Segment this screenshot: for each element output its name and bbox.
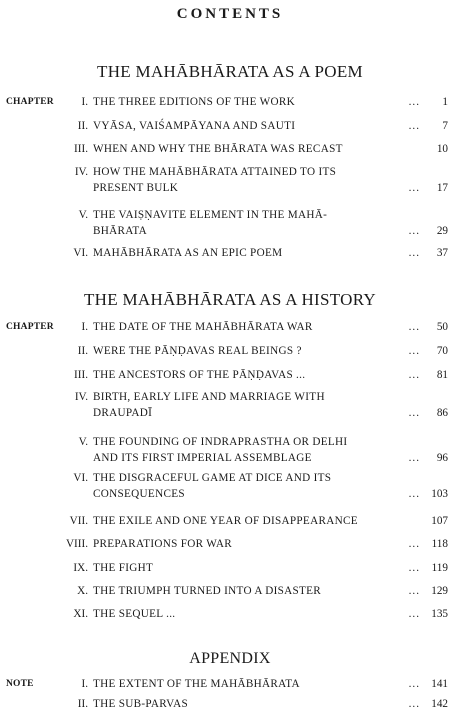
chapter-number: IX. xyxy=(73,562,88,574)
leader-dots: ... xyxy=(408,608,420,620)
leader-dots: ... xyxy=(408,562,420,574)
chapter-title-line: WERE THE PĀṆḌAVAS REAL BEINGS ? xyxy=(93,345,302,357)
chapter-number: V. xyxy=(78,209,88,221)
chapter-title-line: THE SUB-PARVAS xyxy=(93,698,189,710)
leader-dots: ... xyxy=(408,538,420,550)
chapter-number: IV. xyxy=(74,166,88,178)
page-number: 107 xyxy=(431,515,448,527)
leader-dots: ... xyxy=(408,120,420,132)
leader-dots: ... xyxy=(408,407,420,419)
chapter-title xyxy=(93,319,405,335)
chapter-title-line: THE EXTENT OF THE MAHĀBHĀRATA xyxy=(93,678,300,690)
chapter-title xyxy=(93,94,405,110)
page-number: 118 xyxy=(431,538,448,550)
chapter-title-line: THE ANCESTORS OF THE PĀṆḌAVAS ... xyxy=(93,369,306,381)
leader-dots: ... xyxy=(408,369,420,381)
chapter-title xyxy=(93,118,405,134)
page-number: 7 xyxy=(442,120,448,132)
leader-dots: ... xyxy=(408,678,420,690)
chapter-title-line: MAHĀBHĀRATA AS AN EPIC POEM xyxy=(93,247,283,259)
chapter-number: V. xyxy=(78,436,88,448)
chapter-number: X. xyxy=(77,585,88,597)
chapter-title-line: DRAUPADĪ xyxy=(93,407,153,419)
chapter-title xyxy=(93,141,405,157)
chapter-number: II. xyxy=(77,698,88,710)
chapter-number: IV. xyxy=(74,391,88,403)
chapter-title-line: WHEN AND WHY THE BHĀRATA WAS RECAST xyxy=(93,143,343,155)
chapter-title-line: THE VAIṢṆAVITE ELEMENT IN THE MAHĀ- xyxy=(93,209,328,221)
chapter-title xyxy=(93,367,405,383)
chapter-title-line: THE FIGHT xyxy=(93,562,154,574)
entry-prefix: CHAPTER xyxy=(6,97,54,107)
chapter-title xyxy=(93,513,405,529)
chapter-title-line: HOW THE MAHĀBHĀRATA ATTAINED TO ITS xyxy=(93,166,337,178)
chapter-title-line: PREPARATIONS FOR WAR xyxy=(93,538,233,550)
chapter-number: II. xyxy=(77,120,88,132)
chapter-title xyxy=(93,207,405,239)
chapter-title xyxy=(93,676,405,692)
page-number: 1 xyxy=(442,96,448,108)
page-number: 70 xyxy=(436,345,448,357)
chapter-title xyxy=(93,470,405,502)
chapter-title-line: VYĀSA, VAIŚAMPĀYANA AND SAUTI xyxy=(93,120,296,132)
chapter-title-line: AND ITS FIRST IMPERIAL ASSEMBLAGE xyxy=(93,452,312,464)
entry-prefix: NOTE xyxy=(6,679,34,689)
chapter-number: I. xyxy=(81,96,88,108)
section-title: APPENDIX xyxy=(189,650,271,667)
chapter-title xyxy=(93,583,405,599)
chapter-title xyxy=(93,343,405,359)
chapter-title-line: BIRTH, EARLY LIFE AND MARRIAGE WITH xyxy=(93,391,325,403)
chapter-number: III. xyxy=(74,369,88,381)
chapter-title-line: THE DATE OF THE MAHĀBHĀRATA WAR xyxy=(93,321,313,333)
page-number: 10 xyxy=(436,143,448,155)
page-number: 103 xyxy=(431,488,448,500)
page-number: 29 xyxy=(436,225,448,237)
chapter-title-line: BHĀRATA xyxy=(93,225,148,237)
chapter-title-line: THE SEQUEL ... xyxy=(93,608,176,620)
chapter-title-line: CONSEQUENCES xyxy=(93,488,185,500)
leader-dots: ... xyxy=(408,96,420,108)
page-number: 96 xyxy=(436,452,448,464)
page-number: 37 xyxy=(436,247,448,259)
chapter-title-line: THE DISGRACEFUL GAME AT DICE AND ITS xyxy=(93,472,332,484)
chapter-number: I. xyxy=(81,678,88,690)
page-number: 86 xyxy=(436,407,448,419)
page-number: 135 xyxy=(431,608,448,620)
chapter-number: III. xyxy=(74,143,88,155)
chapter-title xyxy=(93,536,405,552)
chapter-title-line: THE THREE EDITIONS OF THE WORK xyxy=(93,96,295,108)
leader-dots: ... xyxy=(408,452,420,464)
chapter-title xyxy=(93,560,405,576)
chapter-title-line: PRESENT BULK xyxy=(93,182,179,194)
chapter-title xyxy=(93,696,405,712)
chapter-number: II. xyxy=(77,345,88,357)
page-number: 129 xyxy=(431,585,448,597)
page-number: 142 xyxy=(431,698,448,710)
chapter-title-line: THE EXILE AND ONE YEAR OF DISAPPEARANCE xyxy=(93,515,358,527)
chapter-title xyxy=(93,606,405,622)
chapter-number: VII. xyxy=(69,515,88,527)
chapter-number: VI. xyxy=(73,472,88,484)
section-title: THE MAHĀBHĀRATA AS A HISTORY xyxy=(84,290,376,309)
chapter-number: VI. xyxy=(73,247,88,259)
leader-dots: ... xyxy=(408,225,420,237)
page-number: 50 xyxy=(436,321,448,333)
page-number: 141 xyxy=(431,678,448,690)
section-title: THE MAHĀBHĀRATA AS A POEM xyxy=(97,62,363,81)
chapter-number: I. xyxy=(81,321,88,333)
chapter-title xyxy=(93,245,405,261)
chapter-number: VIII. xyxy=(65,538,88,550)
leader-dots: ... xyxy=(408,488,420,500)
page-number: 119 xyxy=(431,562,448,574)
leader-dots: ... xyxy=(408,247,420,259)
page-number: 17 xyxy=(436,182,448,194)
page-title: CONTENTS xyxy=(176,6,284,22)
leader-dots: ... xyxy=(408,698,420,710)
chapter-title-line: THE TRIUMPH TURNED INTO A DISASTER xyxy=(93,585,322,597)
page-number: 81 xyxy=(436,369,448,381)
chapter-title xyxy=(93,434,405,466)
chapter-title xyxy=(93,164,405,196)
chapter-title-line: THE FOUNDING OF INDRAPRASTHA OR DELHI xyxy=(93,436,348,448)
chapter-title xyxy=(93,389,405,421)
leader-dots: ... xyxy=(408,182,420,194)
leader-dots: ... xyxy=(408,345,420,357)
leader-dots: ... xyxy=(408,585,420,597)
leader-dots: ... xyxy=(408,321,420,333)
chapter-number: XI. xyxy=(73,608,88,620)
entry-prefix: CHAPTER xyxy=(6,322,54,332)
